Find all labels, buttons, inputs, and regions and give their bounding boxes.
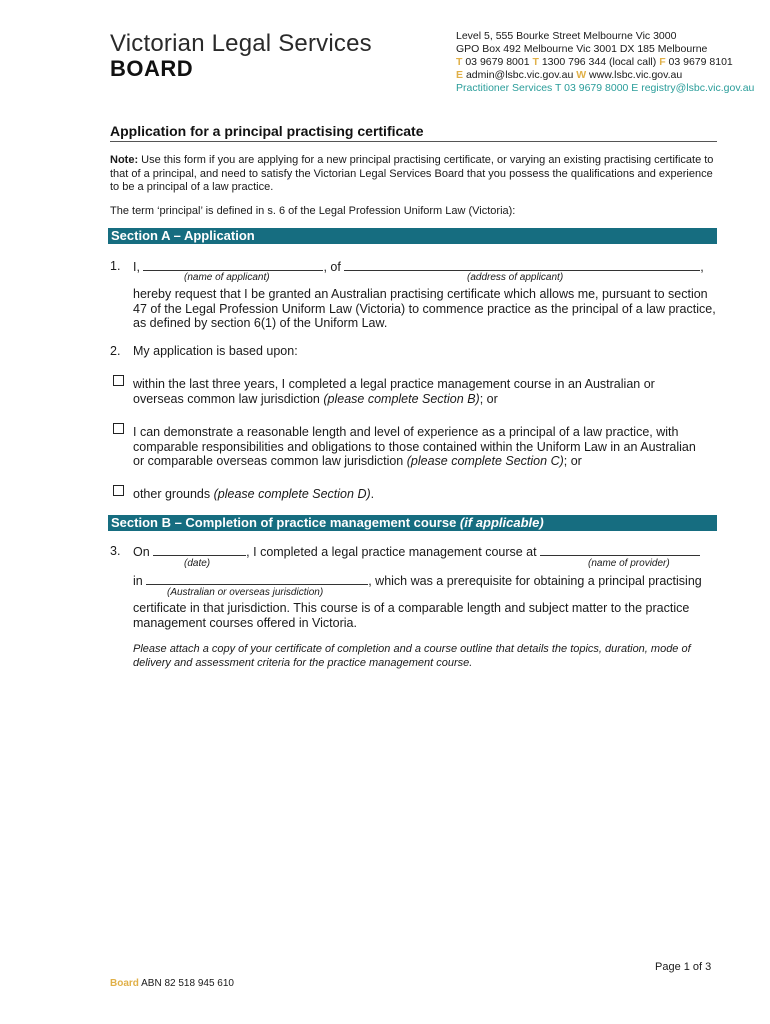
provider-name-field[interactable]: [540, 544, 700, 556]
item1-of: , of: [323, 260, 341, 274]
note-paragraph: [110, 154, 715, 195]
f-value: 03 9679 8101: [668, 56, 733, 68]
definition-text: The term ‘principal’ is defined in s. 6 of the Legal Profession Uniform Law (Victoria):: [110, 205, 516, 217]
option3-checkbox[interactable]: [113, 485, 124, 496]
provider-caption: (name of provider): [588, 558, 670, 569]
item2-text: My application is based upon:: [133, 344, 298, 358]
email-web-line: [456, 69, 682, 81]
note-label: Note:: [110, 154, 139, 166]
page-number: Page 1 of 3: [655, 961, 712, 973]
e-label: E: [456, 69, 464, 81]
page-title: Application for a principal practising certificate: [110, 123, 424, 139]
item3-number: 3.: [110, 544, 121, 558]
section-b-heading: [108, 515, 717, 531]
option3-italic: (please complete Section D): [213, 487, 371, 501]
t2-value: 1300 796 344 (local call): [541, 56, 657, 68]
applicant-address-field[interactable]: [344, 259, 700, 271]
item3-completed: , I completed a legal practice management course at: [246, 545, 537, 559]
f-label: F: [659, 56, 666, 68]
item3-text: certificate in that jurisdiction. This course is of a comparable length and subject matter to the practice management courses offered in Victoria.: [133, 601, 690, 630]
item1-text: hereby request that I be granted an Australian practising certificate which allows me, pursuant to section 47 of the Legal Profession Uniform Law (Victoria) to commence practice as the principal of a law practice, as defined by section 6(1) of the Uniform Law.: [133, 287, 716, 330]
item1-number: 1.: [110, 259, 121, 273]
item1-i: I,: [133, 260, 140, 274]
t2-label: T: [532, 56, 539, 68]
jurisdiction-field[interactable]: [146, 573, 368, 585]
jurisdiction-caption: (Australian or overseas jurisdiction): [167, 587, 324, 598]
title-divider: [110, 141, 717, 142]
logo-line2: BOARD: [110, 56, 194, 81]
option2-main: I can demonstrate a reasonable length and level of experience as a principal of a law practice, with comparable responsibilities and obligations to those contained within the Uniform Law in an Australian or comparable overseas common law jurisdiction: [133, 425, 696, 468]
name-caption: (name of applicant): [184, 272, 270, 283]
web-link[interactable]: www.lsbc.vic.gov.au: [589, 69, 683, 81]
item2-number: 2.: [110, 344, 121, 358]
item1-comma: ,: [700, 260, 704, 274]
applicant-name-field[interactable]: [143, 259, 323, 271]
practitioner-services: Practitioner Services T 03 9679 8000 E registry@lsbc.vic.gov.au: [456, 82, 755, 94]
w-label: W: [576, 69, 587, 81]
note-text: Use this form if you are applying for a new principal practising certificate, or varying an existing practising certificate to that of a principal, and need to satisfy the Victorian Legal Services Board that you possess the qualifications and experience to be a principal of a law practice.: [110, 154, 714, 193]
completion-date-field[interactable]: [153, 544, 246, 556]
footer-abn: [110, 978, 234, 989]
section-b-qualifier: (if applicable): [459, 515, 544, 530]
footer-abn-text: ABN 82 518 945 610: [138, 978, 234, 989]
address-caption: (address of applicant): [467, 272, 564, 283]
section-b-title: Section B – Completion of practice management course: [111, 515, 460, 530]
option3-end: .: [370, 487, 375, 501]
option1-end: ; or: [479, 391, 498, 406]
phone-line: [456, 56, 733, 68]
option1-checkbox[interactable]: [113, 375, 124, 386]
date-caption: (date): [184, 558, 211, 569]
option1-main: within the last three years, I completed a legal practice management course in an Australian or overseas common law jurisdiction: [133, 377, 655, 406]
attachment-note: Please attach a copy of your certificate of completion and a course outline that details the topics, duration, mode of delivery and assessment criteria for the practice management course.: [133, 643, 691, 669]
section-a-heading: Section A – Application: [108, 228, 717, 244]
item3-on: On: [133, 545, 150, 559]
option3-main: other grounds: [133, 487, 214, 501]
option1-text: [133, 377, 693, 406]
email-link[interactable]: admin@lsbc.vic.gov.au: [465, 69, 574, 81]
option2-italic: (please complete Section C): [406, 454, 564, 468]
logo-line1: Victorian Legal Services: [110, 30, 372, 57]
option3-text: [133, 487, 693, 502]
footer-board-label: Board: [110, 978, 139, 989]
t1-value: 03 9679 8001: [465, 56, 530, 68]
item3-prereq: , which was a prerequisite for obtaining a principal practising: [368, 574, 702, 588]
t1-label: T: [456, 56, 463, 68]
option2-end: ; or: [563, 454, 582, 468]
address-line1: Level 5, 555 Bourke Street Melbourne Vic 3000: [456, 30, 677, 42]
option2-checkbox[interactable]: [113, 423, 124, 434]
item3-in: in: [133, 574, 143, 588]
option1-italic: (please complete Section B): [323, 391, 480, 406]
option2-text: [133, 425, 708, 469]
address-line2: GPO Box 492 Melbourne Vic 3001 DX 185 Melbourne: [456, 43, 708, 55]
